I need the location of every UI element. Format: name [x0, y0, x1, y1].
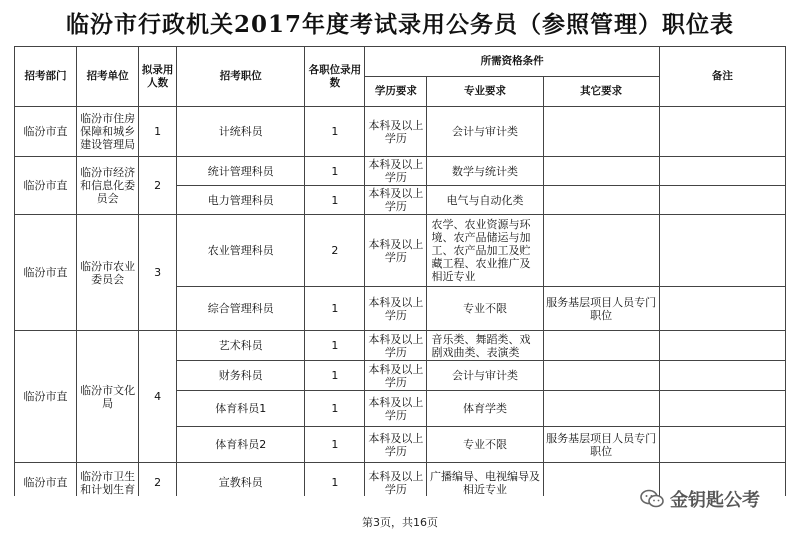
cell-position: 电力管理科员 — [177, 186, 305, 215]
cell-note — [659, 215, 785, 287]
header-count: 拟录用人数 — [139, 47, 177, 107]
header-other: 其它要求 — [543, 77, 659, 107]
cell-unit: 临汾市住房保障和城乡建设管理局 — [77, 107, 139, 157]
header-edu: 学历要求 — [365, 77, 427, 107]
cell-note — [659, 361, 785, 391]
header-per-position: 各职位录用数 — [305, 47, 365, 107]
cell-other: 服务基层项目人员专门职位 — [543, 427, 659, 463]
cell-edu: 本科及以上学历 — [365, 331, 427, 361]
cell-edu: 本科及以上学历 — [365, 427, 427, 463]
cell-other — [543, 331, 659, 361]
cell-major: 广播编导、电视编导及相近专业 — [427, 463, 543, 497]
cell-num: 1 — [305, 427, 365, 463]
cell-dept: 临汾市直 — [15, 463, 77, 497]
cell-num: 1 — [305, 287, 365, 331]
page-title: 临汾市行政机关2017年度考试录用公务员（参照管理）职位表 — [65, 11, 734, 38]
header-requirements: 所需资格条件 — [365, 47, 659, 77]
cell-major: 专业不限 — [427, 287, 543, 331]
cell-other — [543, 215, 659, 287]
cell-major: 专业不限 — [427, 427, 543, 463]
cell-num: 1 — [305, 107, 365, 157]
cell-edu: 本科及以上学历 — [365, 157, 427, 186]
cell-count: 3 — [139, 215, 177, 331]
cell-dept: 临汾市直 — [15, 331, 77, 463]
wechat-icon — [640, 489, 664, 509]
cell-other: 服务基层项目人员专门职位 — [543, 287, 659, 331]
position-table — [14, 46, 786, 496]
cell-count: 4 — [139, 331, 177, 463]
cell-num: 1 — [305, 186, 365, 215]
cell-dept: 临汾市直 — [15, 157, 77, 215]
cell-note — [659, 331, 785, 361]
header-major: 专业要求 — [427, 77, 543, 107]
cell-note — [659, 427, 785, 463]
page-footer: 第3页，共16页 — [362, 516, 438, 529]
cell-edu: 本科及以上学历 — [365, 391, 427, 427]
cell-unit: 临汾市文化局 — [77, 331, 139, 463]
cell-other — [543, 391, 659, 427]
cell-dept: 临汾市直 — [15, 107, 77, 157]
cell-other — [543, 186, 659, 215]
cell-major: 电气与自动化类 — [427, 186, 543, 215]
table-row — [15, 157, 786, 186]
cell-num: 1 — [305, 361, 365, 391]
cell-count: 2 — [139, 463, 177, 497]
cell-note — [659, 107, 785, 157]
header-notes: 备注 — [659, 47, 785, 107]
cell-num: 1 — [305, 391, 365, 427]
cell-num: 1 — [305, 331, 365, 361]
cell-other — [543, 107, 659, 157]
cell-other — [543, 157, 659, 186]
cell-edu: 本科及以上学历 — [365, 463, 427, 497]
header-dept: 招考部门 — [15, 47, 77, 107]
cell-position: 体育科员2 — [177, 427, 305, 463]
cell-note — [659, 287, 785, 331]
header-position: 招考职位 — [177, 47, 305, 107]
cell-major: 数学与统计类 — [427, 157, 543, 186]
cell-position: 宣教科员 — [177, 463, 305, 497]
cell-num: 1 — [305, 157, 365, 186]
cell-position: 农业管理科员 — [177, 215, 305, 287]
cell-note — [659, 157, 785, 186]
cell-edu: 本科及以上学历 — [365, 186, 427, 215]
table-row — [15, 215, 786, 287]
cell-note — [659, 391, 785, 427]
cell-edu: 本科及以上学历 — [365, 361, 427, 391]
table-row — [15, 107, 786, 157]
cell-major: 体育学类 — [427, 391, 543, 427]
cell-note — [659, 186, 785, 215]
cell-dept: 临汾市直 — [15, 215, 77, 331]
cell-position: 计统科员 — [177, 107, 305, 157]
cell-unit: 临汾市农业委员会 — [77, 215, 139, 331]
cell-major: 会计与审计类 — [427, 107, 543, 157]
cell-count: 1 — [139, 107, 177, 157]
cell-position: 体育科员1 — [177, 391, 305, 427]
cell-num: 2 — [305, 215, 365, 287]
cell-other — [543, 361, 659, 391]
cell-position: 艺术科员 — [177, 331, 305, 361]
cell-edu: 本科及以上学历 — [365, 107, 427, 157]
header-unit: 招考单位 — [77, 47, 139, 107]
cell-position: 财务科员 — [177, 361, 305, 391]
watermark — [640, 486, 760, 512]
cell-edu: 本科及以上学历 — [365, 215, 427, 287]
position-table-container — [14, 46, 786, 496]
watermark-text: 金钥匙公考 — [670, 490, 760, 511]
cell-major: 会计与审计类 — [427, 361, 543, 391]
cell-edu: 本科及以上学历 — [365, 287, 427, 331]
cell-position: 统计管理科员 — [177, 157, 305, 186]
cell-position: 综合管理科员 — [177, 287, 305, 331]
cell-num: 1 — [305, 463, 365, 497]
cell-unit: 临汾市卫生和计划生育 — [77, 463, 139, 497]
cell-major: 农学、农业资源与环境、农产品储运与加工、农产品加工及贮藏工程、农业推广及相近专业 — [427, 215, 543, 287]
cell-count: 2 — [139, 157, 177, 215]
table-row — [15, 331, 786, 361]
cell-unit: 临汾市经济和信息化委员会 — [77, 157, 139, 215]
cell-major: 音乐类、舞蹈类、戏剧戏曲类、表演类 — [427, 331, 543, 361]
